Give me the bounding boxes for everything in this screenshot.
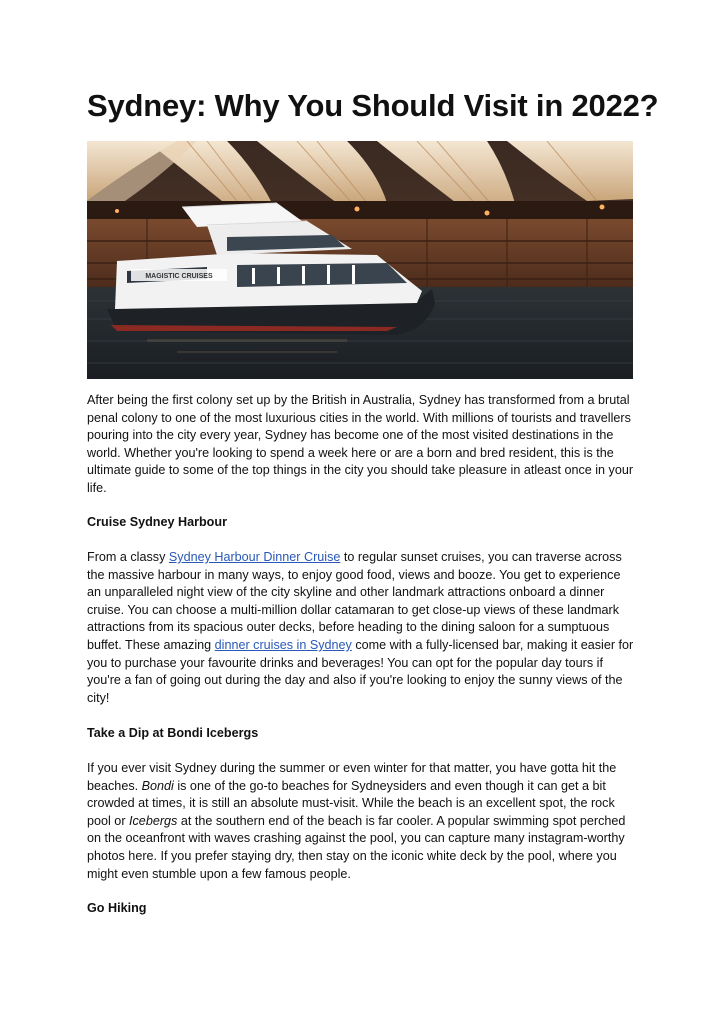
heading-cruise-sydney-harbour: Cruise Sydney Harbour [87,515,227,529]
boat-name-text: MAGISTIC CRUISES [145,273,213,280]
cruise-text-b: to regular sunset cruises, you can traverse across the massive harbour in many ways, to enjoy good food, views and booze. You get to experience an unparalleled night view of the city skyline and other landmark attractions onboard a dinner cruise. You can choose a multi-million dollar catamaran to get close-up views of these landmark attractions from its spacious outer decks, before heading to the dining saloon for a sumptuous buffet. These amazing [87,550,622,652]
bondi-text-c: at the southern end of the beach is far cooler. A popular swimming spot perched on the oceanfront with waves crashing against the pool, you can capture many instagram-worthy photos here. If you prefer staying dry, then stay on the iconic white deck by the pool, where you might even stumble upon a few famous people. [87,813,626,881]
sydney-harbour-dinner-cruise-link[interactable]: Sydney Harbour Dinner Cruise [168,550,341,564]
icebergs-emphasis: Icebergs [129,813,178,828]
heading-bondi-icebergs: Take a Dip at Bondi Icebergs [87,726,259,740]
dinner-cruises-in-sydney-link[interactable]: dinner cruises in Sydney [214,637,352,652]
bondi-text-a: If you ever visit Sydney during the summer or even winter for that matter, you have gotta hit the beaches. [87,761,617,793]
cruise-text-c: come with a fully-licensed bar, making it easier for you to purchase your favourite drinks and beverages! You can opt for the popular day tours if you're a fan of going out during the day and also if you're looking to enjoy the sunny views of the city! [87,637,634,705]
cruise-text-a: From a classy [87,550,169,564]
bondi-paragraph [87,760,635,883]
bondi-emphasis: Bondi [141,778,174,793]
heading-go-hiking: Go Hiking [87,901,147,915]
cruise-paragraph [87,549,635,707]
bondi-text-b: is one of the go-to beaches for Sydneysiders and even though it can get a bit crowded at times, it is still an absolute must-visit. While the beach is an excellent spot, the rock pool or [87,778,615,828]
intro-paragraph: After being the first colony set up by the British in Australia, Sydney has transformed from a brutal penal colony to one of the most luxurious cities in the world. With millions of tourists and travellers pouring into the city every year, Sydney has become one of the most visited destinations in the world. Whether you're looking to spend a week here or are a born and bred resident, this is the ultimate guide to some of the top things in the city you should take pleasure in atleast once in your life. [87,393,634,495]
hero-image-cruise-boat [87,141,633,379]
page-title: Sydney: Why You Should Visit in 2022? [87,88,659,123]
